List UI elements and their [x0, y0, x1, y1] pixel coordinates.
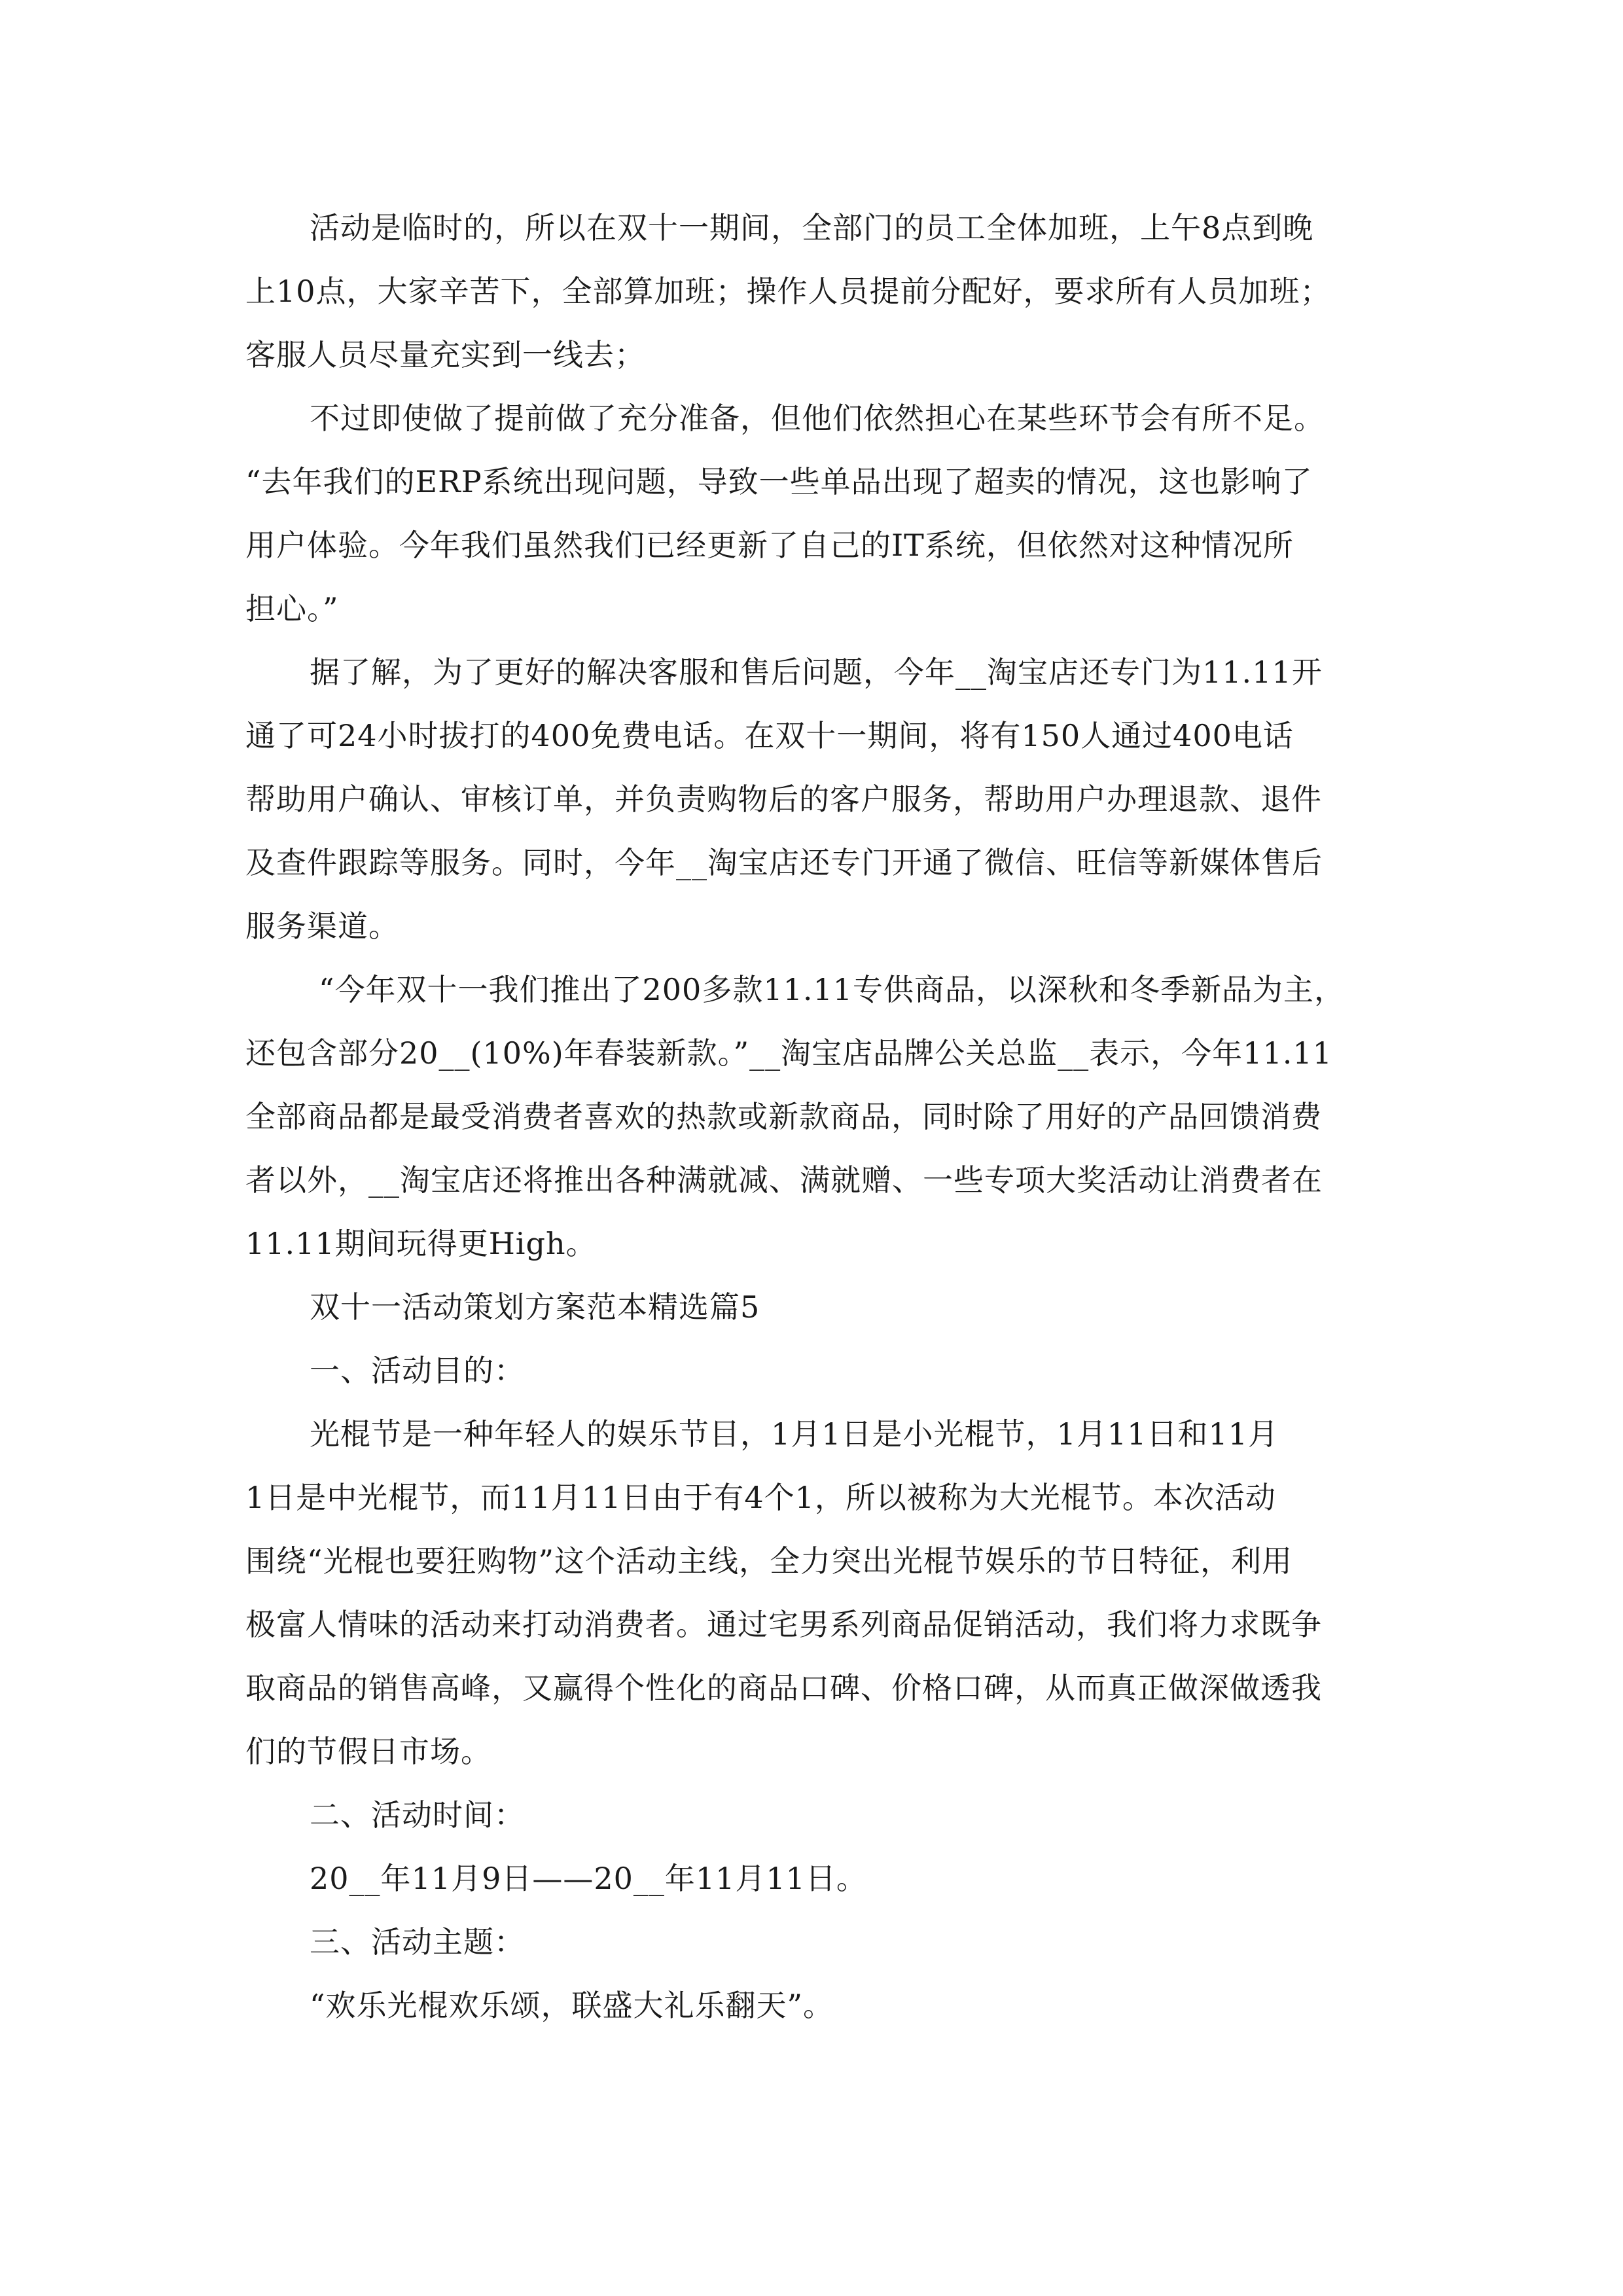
paragraph-overtime [245, 196, 1378, 387]
text-line: 上10点，大家辛苦下，全部算加班；操作人员提前分配好，要求所有人员加班； [245, 274, 1331, 309]
subheading-theme [245, 1910, 1378, 1974]
text-line: 全部商品都是最受消费者喜欢的热款或新款商品，同时除了用好的产品回馈消费 [245, 1099, 1322, 1134]
paragraph-erp-concern [245, 387, 1378, 641]
paragraph-purpose [245, 1403, 1378, 1784]
text-line: “今年双十一我们推出了200多款11.11专供商品，以深秋和冬季新品为主， [319, 972, 1346, 1007]
text-line: 服务渠道。 [245, 908, 399, 944]
text-line: 者以外，__淘宝店还将推出各种满就减、满就赠、一些专项大奖活动让消费者在 [245, 1162, 1323, 1198]
text-line: 担心。” [245, 591, 339, 626]
heading-text: 二、活动时间： [310, 1797, 525, 1833]
paragraph-time [245, 1847, 1378, 1910]
text-line: 取商品的销售高峰，又赢得个性化的商品口碑、价格口碑，从而真正做深做透我 [245, 1670, 1322, 1706]
text-line: 11.11期间玩得更High。 [245, 1226, 597, 1261]
document-body [245, 196, 1378, 2037]
paragraph-products-quote [245, 958, 1378, 1276]
text-line: 围绕“光棍也要狂购物”这个活动主线，全力突出光棍节娱乐的节日特征，利用 [245, 1543, 1293, 1579]
text-line: “欢乐光棍欢乐颂，联盛大礼乐翻天”。 [310, 1988, 834, 2023]
text-line: 还包含部分20__(10%)年春装新款。”__淘宝店品牌公关总监__表示，今年11.11 [245, 1035, 1332, 1071]
text-line: 不过即使做了提前做了充分准备，但他们依然担心在某些环节会有所不足。 [310, 401, 1325, 436]
text-line: 及查件跟踪等服务。同时，今年__淘宝店还专门开通了微信、旺信等新媒体售后 [245, 845, 1323, 880]
text-line: 20__年11月9日——20__年11月11日。 [310, 1861, 867, 1896]
subheading-time [245, 1784, 1378, 1847]
subheading-purpose [245, 1339, 1378, 1403]
text-line: 光棍节是一种年轻人的娱乐节目，1月1日是小光棍节，1月11日和11月 [310, 1416, 1279, 1452]
text-line: 客服人员尽量充实到一线去； [245, 337, 645, 372]
text-line: 通了可24小时拔打的400免费电话。在双十一期间，将有150人通过400电话 [245, 718, 1294, 753]
text-line: 活动是临时的，所以在双十一期间，全部门的员工全体加班，上午8点到晚 [310, 210, 1314, 245]
text-line: “去年我们的ERP系统出现问题，导致一些单品出现了超卖的情况，这也影响了 [245, 464, 1313, 499]
text-line: 极富人情味的活动来打动消费者。通过宅男系列商品促销活动，我们将力求既争 [245, 1607, 1322, 1642]
heading-text: 双十一活动策划方案范本精选篇5 [310, 1289, 760, 1325]
section-heading [245, 1276, 1378, 1339]
heading-text: 三、活动主题： [310, 1924, 525, 1960]
text-line: 据了解，为了更好的解决客服和售后问题，今年__淘宝店还专门为11.11开 [310, 655, 1323, 690]
paragraph-theme [245, 1974, 1378, 2037]
text-line: 帮助用户确认、审核订单，并负责购物后的客户服务，帮助用户办理退款、退件 [245, 781, 1322, 817]
paragraph-customer-service [245, 641, 1378, 958]
text-line: 1日是中光棍节，而11月11日由于有4个1，所以被称为大光棍节。本次活动 [245, 1480, 1276, 1515]
text-line: 们的节假日市场。 [245, 1734, 491, 1769]
heading-text: 一、活动目的： [310, 1353, 525, 1388]
text-line: 用户体验。今年我们虽然我们已经更新了自己的IT系统，但依然对这种情况所 [245, 528, 1294, 563]
